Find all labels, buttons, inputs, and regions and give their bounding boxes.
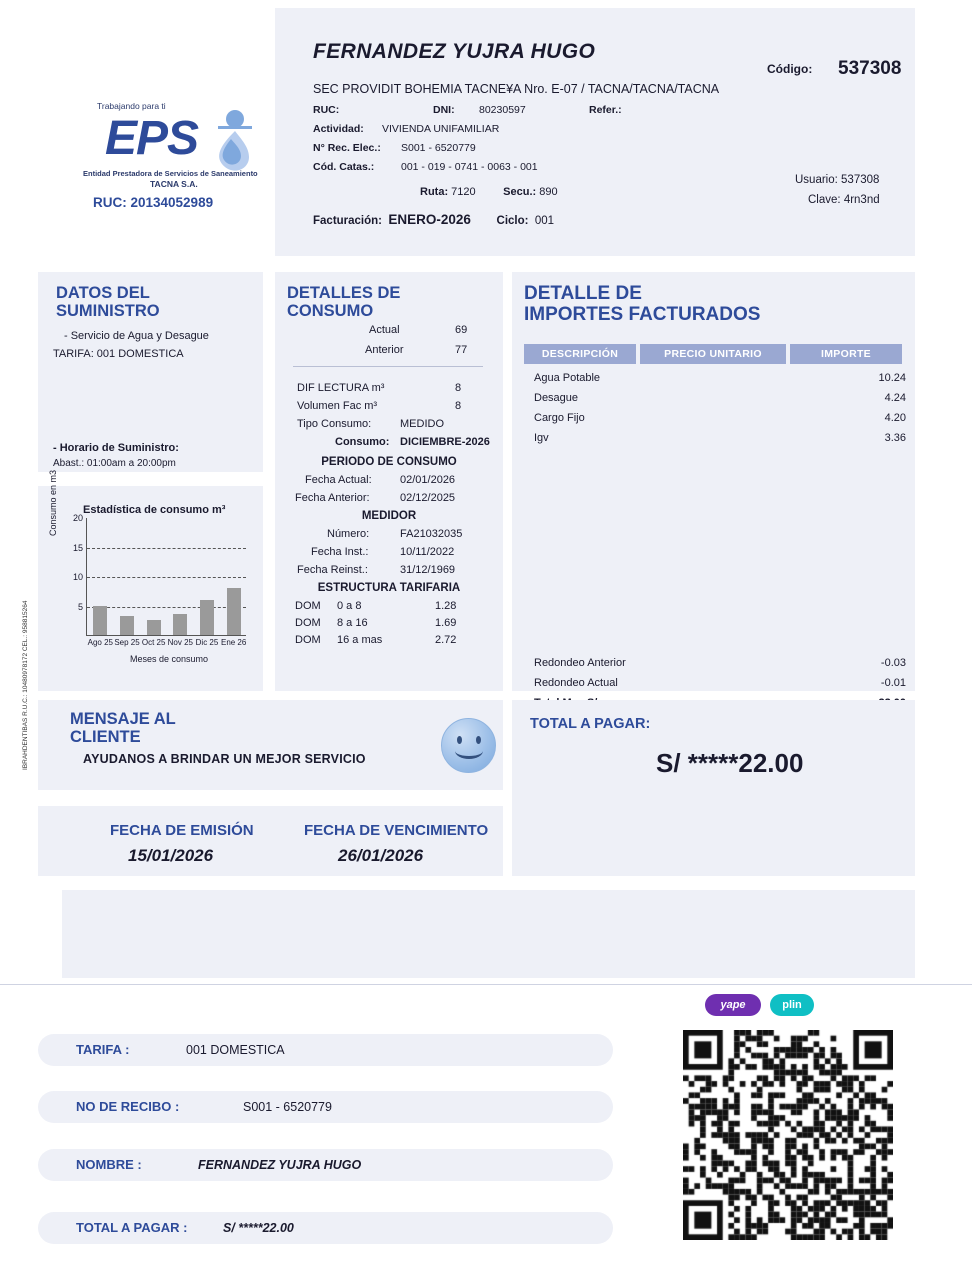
logo-subtitle-1: Entidad Prestadora de Servicios de Saneamiento bbox=[83, 169, 258, 178]
reading-difference-value: 8 bbox=[455, 382, 462, 394]
facturacion-label: Facturación: bbox=[313, 215, 383, 227]
chart-x-tick: Ago 25 bbox=[87, 638, 114, 647]
actividad-label: Actividad: bbox=[313, 123, 364, 135]
stub-row bbox=[38, 1034, 613, 1066]
chart-bar bbox=[173, 614, 187, 635]
qr-code bbox=[683, 1030, 893, 1240]
supply-service: - Servicio de Agua y Desague bbox=[64, 330, 209, 342]
logo-brand: EPS bbox=[105, 112, 199, 165]
clave-field bbox=[808, 194, 880, 206]
chart-x-axis-label: Meses de consumo bbox=[130, 654, 209, 664]
stub-row-value: S001 - 6520779 bbox=[243, 1100, 332, 1114]
chart-y-tick: 20 bbox=[72, 513, 83, 523]
billed-amounts-panel bbox=[512, 272, 915, 691]
tariff-price: 1.28 bbox=[435, 600, 457, 612]
chart-x-tick: Sep 25 bbox=[114, 638, 140, 647]
consumption-title-line1: DETALLES DE bbox=[287, 284, 401, 302]
customer-address: SEC PROVIDIT BOHEMIA TACNE¥A Nro. E-07 / TACNA/TACNA/TACNA bbox=[313, 82, 720, 96]
dni-label: DNI: bbox=[433, 104, 455, 116]
smiley-mouth-icon bbox=[455, 743, 483, 759]
chart-x-tick: Oct 25 bbox=[141, 638, 166, 647]
rounding-current-row bbox=[534, 677, 906, 689]
supply-title-line2: SUMINISTRO bbox=[56, 302, 160, 321]
issue-date-label: FECHA DE EMISIÓN bbox=[110, 822, 254, 839]
billed-title-line2: IMPORTES FACTURADOS bbox=[524, 303, 761, 325]
codigo-label: Código: bbox=[767, 62, 813, 76]
tariff-structure-title: ESTRUCTURA TARIFARIA bbox=[317, 582, 461, 594]
row-rec-elec bbox=[313, 142, 783, 156]
billed-row bbox=[534, 432, 906, 444]
message-title bbox=[70, 710, 176, 746]
codigo-value: 537308 bbox=[838, 58, 902, 79]
chart-bar bbox=[200, 600, 214, 635]
stub-row-value: S/ *****22.00 bbox=[223, 1221, 294, 1235]
tariff-category: DOM bbox=[295, 634, 321, 646]
total-to-pay-panel bbox=[512, 700, 915, 876]
stub-row bbox=[38, 1149, 613, 1181]
meter-install-date-label: Fecha Inst.: bbox=[311, 546, 369, 558]
rec-elec-value: S001 - 6520779 bbox=[401, 142, 476, 154]
stub-row-label: NO DE RECIBO : bbox=[76, 1099, 180, 1114]
row-ruta-secu bbox=[420, 186, 558, 198]
ruta-label: Ruta: bbox=[420, 186, 449, 198]
meter-reinstall-date-label: Fecha Reinst.: bbox=[297, 564, 368, 576]
ruc-label: RUC: bbox=[313, 104, 340, 116]
cod-catas-label: Cód. Catas.: bbox=[313, 161, 375, 173]
billed-row-amount: 4.20 bbox=[884, 412, 906, 424]
logo-slogan: Trabajando para ti bbox=[97, 101, 166, 111]
tariff-range: 16 a mas bbox=[337, 634, 383, 646]
secu-value: 890 bbox=[539, 186, 558, 198]
stub-row-value: 001 DOMESTICA bbox=[186, 1043, 285, 1057]
billed-row-description: Agua Potable bbox=[534, 372, 601, 384]
billed-row-description: Cargo Fijo bbox=[534, 412, 585, 424]
usuario-value: 537308 bbox=[841, 174, 880, 186]
chart-x-tick: Ene 26 bbox=[220, 638, 247, 647]
stub-row-label: TARIFA : bbox=[76, 1042, 130, 1057]
billed-row bbox=[534, 392, 906, 404]
usuario-field bbox=[795, 174, 879, 186]
billed-row-description: Desague bbox=[534, 392, 579, 404]
company-ruc: RUC: 20134052989 bbox=[93, 195, 214, 210]
reading-difference-label: DIF LECTURA m³ bbox=[297, 382, 385, 394]
rounding-current-value: -0.01 bbox=[880, 677, 906, 689]
logo-subtitle-2: TACNA S.A. bbox=[150, 179, 198, 189]
meter-install-date-value: 10/11/2022 bbox=[400, 546, 455, 558]
stub-row bbox=[38, 1091, 613, 1123]
consumption-title bbox=[287, 284, 400, 320]
usuario-label: Usuario: bbox=[795, 174, 838, 186]
customer-message-panel bbox=[38, 700, 503, 790]
billed-volume-label: Volumen Fac m³ bbox=[297, 400, 378, 412]
stub-row-label: NOMBRE : bbox=[76, 1157, 142, 1172]
billed-volume-value: 8 bbox=[455, 400, 462, 412]
issue-date-panel bbox=[38, 806, 298, 876]
company-logo bbox=[75, 95, 265, 225]
dni-value: 80230597 bbox=[479, 104, 526, 116]
plin-logo: plin bbox=[770, 994, 814, 1016]
consumption-type-value: MEDIDO bbox=[400, 418, 444, 430]
period-section-title: PERIODO DE CONSUMO bbox=[321, 456, 457, 468]
chart-x-tick: Nov 25 bbox=[167, 638, 194, 647]
ruta-value: 7120 bbox=[451, 186, 476, 198]
billed-row-description: Igv bbox=[534, 432, 549, 444]
rounding-previous-row bbox=[534, 657, 906, 669]
billed-row bbox=[534, 372, 906, 384]
chart-bar bbox=[227, 588, 241, 635]
meter-number-label: Número: bbox=[327, 528, 370, 540]
tariff-range: 8 a 16 bbox=[337, 617, 368, 629]
tariff-category: DOM bbox=[295, 617, 321, 629]
period-previous-date-value: 02/12/2025 bbox=[400, 492, 456, 504]
supply-schedule-value: Abast.: 01:00am a 20:00pm bbox=[53, 458, 176, 469]
column-header-unit-price: PRECIO UNITARIO bbox=[640, 344, 786, 364]
supply-tarifa: TARIFA: 001 DOMESTICA bbox=[53, 348, 184, 360]
message-title-line1: MENSAJE AL bbox=[70, 710, 176, 728]
consumption-title-line2: CONSUMO bbox=[287, 302, 374, 321]
tariff-price: 2.72 bbox=[435, 634, 457, 646]
cod-catas-value: 001 - 019 - 0741 - 0063 - 001 bbox=[401, 161, 538, 173]
consumption-month-label: Consumo: bbox=[335, 436, 390, 448]
column-header-description: DESCRIPCIÓN bbox=[524, 344, 636, 364]
rounding-previous-value: -0.03 bbox=[880, 657, 906, 669]
chart-y-tick: 5 bbox=[77, 601, 83, 612]
meter-section-title: MEDIDOR bbox=[361, 510, 417, 522]
chart-y-axis-label: Consumo en m3 bbox=[48, 469, 58, 536]
row-ruc-dni-refer bbox=[313, 104, 783, 118]
divider-1 bbox=[293, 366, 483, 367]
billed-title bbox=[524, 284, 760, 326]
supply-title bbox=[56, 284, 160, 320]
row-facturacion-ciclo bbox=[313, 212, 554, 227]
chart-title: Estadística de consumo m³ bbox=[83, 504, 226, 516]
ciclo-value: 001 bbox=[534, 215, 555, 227]
info-strip-panel bbox=[62, 890, 915, 978]
consumption-details-panel bbox=[275, 272, 503, 691]
billed-row bbox=[534, 412, 906, 424]
reading-previous-label: Anterior bbox=[365, 344, 404, 356]
rounding-current-label: Redondeo Actual bbox=[534, 677, 618, 689]
tariff-price: 1.69 bbox=[435, 617, 457, 629]
billed-row-amount: 3.36 bbox=[884, 432, 906, 444]
period-current-date-value: 02/01/2026 bbox=[400, 474, 456, 486]
period-previous-date-label: Fecha Anterior: bbox=[295, 492, 370, 504]
clave-label: Clave: bbox=[808, 194, 841, 206]
reading-current-value: 69 bbox=[455, 324, 468, 336]
stub-row-value: FERNANDEZ YUJRA HUGO bbox=[198, 1158, 362, 1172]
facturacion-value: ENERO-2026 bbox=[388, 212, 471, 227]
chart-plot-area bbox=[72, 513, 247, 647]
row-actividad bbox=[313, 123, 783, 137]
tariff-category: DOM bbox=[295, 600, 321, 612]
ciclo-label: Ciclo: bbox=[496, 215, 529, 227]
due-date-value: 26/01/2026 bbox=[338, 846, 424, 865]
yape-logo: yape bbox=[705, 994, 761, 1016]
chart-x-tick: Dic 25 bbox=[195, 638, 219, 647]
billed-row-amount: 10.24 bbox=[878, 372, 906, 384]
printer-side-text: IBRAHDENTIBAS R.U.C.: 10480978172 CEL.: 958815264 bbox=[22, 600, 29, 770]
chart-gridline bbox=[87, 577, 246, 578]
customer-name: FERNANDEZ YUJRA HUGO bbox=[313, 40, 596, 63]
smiley-face-icon bbox=[441, 718, 496, 773]
supply-data-panel bbox=[38, 272, 263, 472]
secu-label: Secu.: bbox=[503, 186, 537, 198]
refer-label: Refer.: bbox=[589, 104, 622, 116]
billed-row-amount: 4.24 bbox=[884, 392, 906, 404]
due-date-label: FECHA DE VENCIMIENTO bbox=[304, 822, 489, 839]
total-to-pay-amount: S/ *****22.00 bbox=[656, 748, 804, 778]
due-date-panel bbox=[280, 806, 503, 876]
header-fields bbox=[313, 104, 783, 180]
consumption-month-value: DICIEMBRE-2026 bbox=[400, 436, 490, 448]
stub-row-label: TOTAL A PAGAR : bbox=[76, 1220, 188, 1235]
chart-y-tick: 10 bbox=[72, 572, 83, 582]
chart-bar bbox=[120, 616, 134, 635]
chart-gridline bbox=[87, 548, 246, 549]
chart-bar bbox=[93, 606, 107, 636]
clave-value: 4rn3nd bbox=[843, 194, 880, 206]
column-header-amount: IMPORTE bbox=[790, 344, 902, 364]
chart-gridline bbox=[87, 607, 246, 608]
reading-previous-value: 77 bbox=[455, 344, 468, 356]
message-text: AYUDANOS A BRINDAR UN MEJOR SERVICIO bbox=[83, 752, 366, 766]
supply-title-line1: DATOS DEL bbox=[56, 284, 150, 302]
stub-row bbox=[38, 1212, 613, 1244]
tear-off-divider bbox=[0, 984, 972, 985]
rounding-previous-label: Redondeo Anterior bbox=[534, 657, 626, 669]
consumption-chart-panel bbox=[38, 469, 263, 691]
supply-schedule-label: - Horario de Suministro: bbox=[53, 442, 179, 454]
message-title-line2: CLIENTE bbox=[70, 728, 141, 747]
rec-elec-label: N° Rec. Elec.: bbox=[313, 142, 381, 154]
chart-y-tick: 15 bbox=[72, 542, 83, 553]
consumption-type-label: Tipo Consumo: bbox=[297, 418, 372, 430]
total-to-pay-label: TOTAL A PAGAR: bbox=[530, 716, 651, 732]
meter-reinstall-date-value: 31/12/1969 bbox=[400, 564, 456, 576]
row-cod-catas bbox=[313, 161, 783, 175]
billed-title-line1: DETALLE DE bbox=[524, 283, 642, 304]
tariff-range: 0 a 8 bbox=[337, 600, 362, 612]
actividad-value: VIVIENDA UNIFAMILIAR bbox=[382, 123, 500, 135]
billed-table-header bbox=[524, 344, 904, 364]
reading-current-label: Actual bbox=[369, 324, 400, 336]
chart-bar bbox=[147, 620, 161, 635]
meter-number-value: FA21032035 bbox=[400, 528, 463, 540]
issue-date-value: 15/01/2026 bbox=[128, 846, 214, 865]
period-current-date-label: Fecha Actual: bbox=[305, 474, 372, 486]
